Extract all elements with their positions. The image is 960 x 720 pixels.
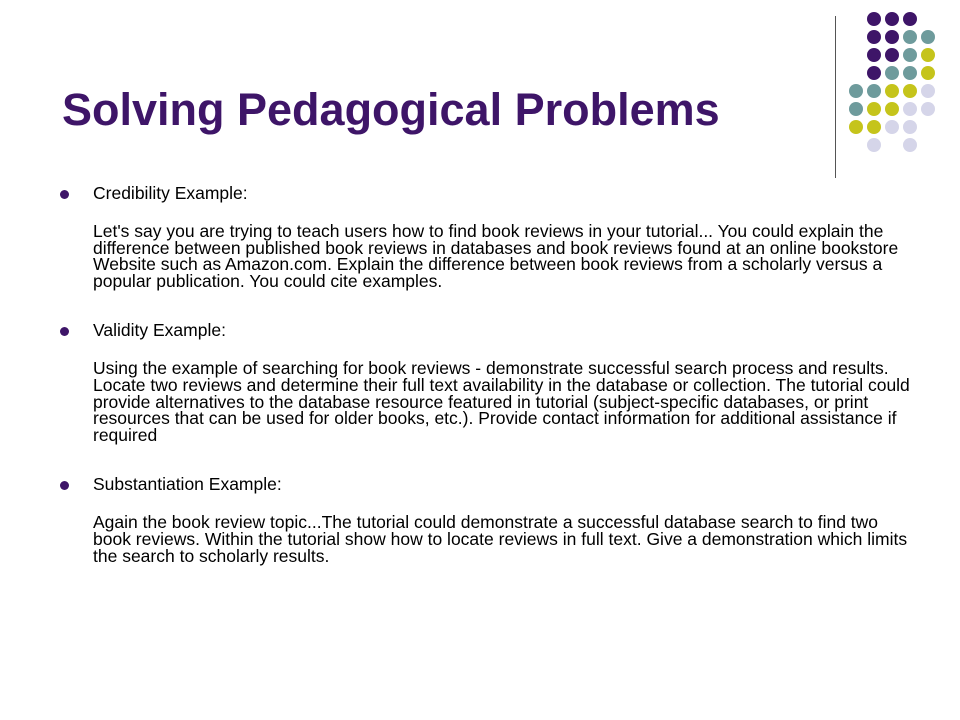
decorative-dot [885, 120, 899, 134]
decorative-dot [921, 102, 935, 116]
decorative-dot [867, 138, 881, 152]
decorative-dot [885, 48, 899, 62]
decorative-dot [903, 84, 917, 98]
decorative-dot [867, 30, 881, 44]
decorative-dot [903, 66, 917, 80]
bullet-item [60, 473, 910, 495]
decorative-dot [903, 120, 917, 134]
body-paragraph: Using the example of searching for book reviews - demonstrate successful search process and results. Locate two reviews and determine their full text availability in the database or collection. The tutorial could provide alternatives to the database resource featured in tutorial (subject-specific databases, or print resources that can be used for older books, etc.). Provide contact information for additional assistance if required [93, 358, 910, 445]
decorative-dot [903, 138, 917, 152]
decorative-dot [921, 48, 935, 62]
decorative-dot [903, 12, 917, 26]
body-paragraph: Again the book review topic...The tutorial could demonstrate a successful database search to find two book reviews. Within the tutorial show how to locate reviews in full text. Give a demonstration which limits the search to scholarly results. [93, 512, 908, 566]
decorative-dot [867, 120, 881, 134]
decorative-dot [903, 102, 917, 116]
bullet-icon [60, 481, 69, 490]
decorative-dot [867, 84, 881, 98]
decorative-dot [885, 12, 899, 26]
decorative-dot [885, 30, 899, 44]
decorative-dot-grid [849, 12, 949, 156]
slide-title: Solving Pedagogical Problems [62, 84, 720, 135]
bullet-label: Substantiation Example: [93, 474, 282, 495]
section-validity [60, 319, 910, 443]
bullet-label: Validity Example: [93, 320, 226, 341]
decorative-dot [867, 48, 881, 62]
decorative-dot [849, 84, 863, 98]
decorative-dot [921, 84, 935, 98]
decorative-dot [921, 30, 935, 44]
decorative-dot [867, 66, 881, 80]
divider-line [835, 16, 836, 178]
decorative-dot [849, 102, 863, 116]
bullet-icon [60, 327, 69, 336]
decorative-dot [885, 84, 899, 98]
bullet-item [60, 319, 910, 341]
decorative-dot [921, 66, 935, 80]
decorative-dot [849, 120, 863, 134]
section-substantiation [60, 473, 910, 564]
decorative-dot [903, 48, 917, 62]
decorative-dot [867, 12, 881, 26]
bullet-item [60, 182, 910, 204]
decorative-dot [885, 102, 899, 116]
bullet-icon [60, 190, 69, 199]
decorative-dot [903, 30, 917, 44]
slide-content [60, 182, 910, 594]
body-paragraph: Let's say you are trying to teach users how to find book reviews in your tutorial... You could explain the difference between published book reviews in databases and book reviews found at an online bookstore Website such as Amazon.com. Explain the difference between book reviews from a scholarly versus a popular publication. You could cite examples. [93, 221, 899, 291]
bullet-label: Credibility Example: [93, 183, 248, 203]
decorative-dot [885, 66, 899, 80]
decorative-dot [867, 102, 881, 116]
section-credibility [60, 182, 910, 289]
